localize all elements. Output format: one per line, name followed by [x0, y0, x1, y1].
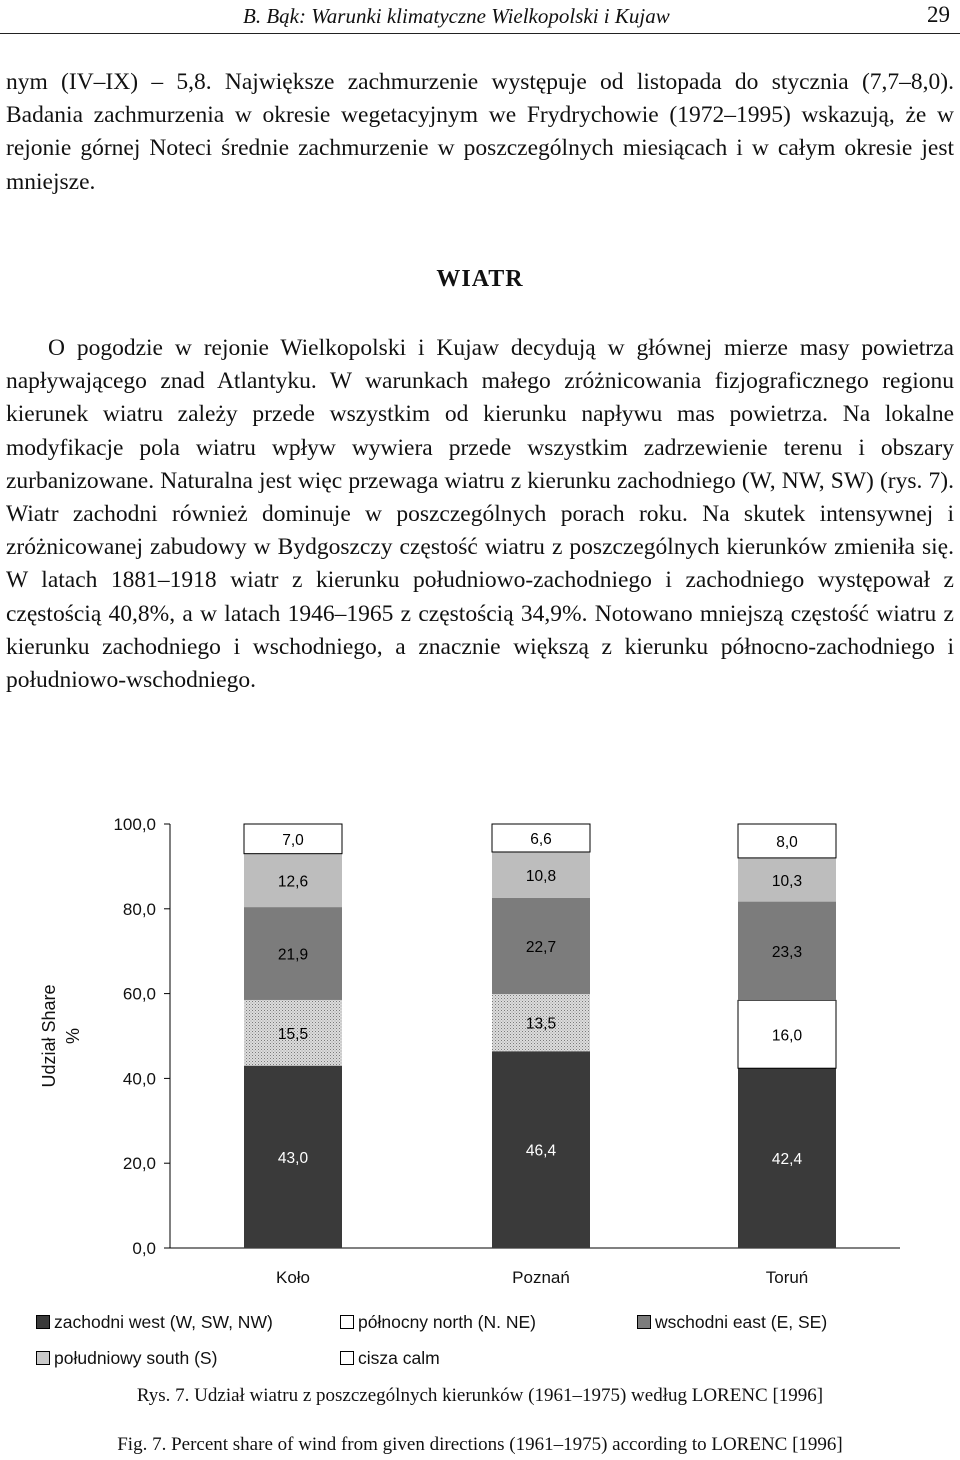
legend-swatch-south — [36, 1351, 50, 1365]
bar-value-label: 15,5 — [277, 1025, 309, 1043]
figure-caption-en: Fig. 7. Percent share of wind from given directions (1961–1975) according to LORENC [1996] — [117, 1434, 843, 1455]
legend-label-north: północny north (N. NE) — [358, 1312, 536, 1332]
bar-value-label: 16,0 — [771, 1027, 803, 1045]
bar-value-label: 46,4 — [525, 1142, 557, 1160]
legend-label-calm: cisza calm — [358, 1348, 440, 1368]
y-tick-label: 100,0 — [113, 815, 156, 834]
stacked-bar-chart — [0, 800, 960, 1300]
x-category-label: Toruń — [765, 1268, 809, 1287]
figure-caption-pl: Rys. 7. Udział wiatru z poszczególnych kierunków (1961–1975) według LORENC [1996] — [136, 1385, 824, 1406]
header-rule — [0, 33, 960, 34]
y-tick-label: 60,0 — [122, 984, 156, 1004]
bar-value-label: 21,9 — [277, 946, 309, 964]
y-axis-title — [39, 984, 83, 1087]
paragraph-wind: O pogodzie w rejonie Wielkopolski i Kujaw decydują w głównej mierze masy powietrza napływającego znad Atlantyku. W warunkach małego zróżnicowania fizjograficznego regionu kierunek wiatru zależy przede wszystkim od kierunku napływu mas powietrza. Na lokalne modyfikacje pola wiatru wpływ wywiera przede wszystkim zadrzewienie terenu i obszary zurbanizowane. Naturalna jest więc przewaga wiatru z kierunku zachodniego (W, NW, SW) (rys. 7). Wiatr zachodni również dominuje w poszczególnych porach roku. Na skutek intensywnej i zróżnicowanej zabudowy w Bydgoszczy częstość wiatru z poszczególnych kierunków zmieniła się. W latach 1881–1918 wiatr z kierunku południowo-zachodniego i zachodniego występował z częstością 40,8%, a w latach 1946–1965 z częstością 34,9%. Notowano mniejszą częstość wiatru z kierunku zachodniego i wschodniego, a znacznie większą z kierunku północno-zachodniego i południowo-wschodniego. — [6, 335, 954, 694]
paragraph-cloudiness: nym (IV–IX) – 5,8. Największe zachmurzenie występuje od listopada do stycznia (7,7–8,0). Badania zachmurzenia w okresie wegetacyjnym we Frydrychowie (1972–1995) wskazują, że w rejonie górnej Noteci średnie zachmurzenie w poszczególnych miesiącach i w całym okresie jest mniejsze. — [6, 69, 954, 195]
legend-item-calm — [340, 1348, 440, 1369]
bar-value-label: 10,8 — [525, 867, 557, 885]
chart-legend — [36, 1308, 936, 1374]
y-tick-label: 80,0 — [122, 899, 156, 919]
bar-value-label: 22,7 — [525, 938, 557, 956]
bar-value-label: 43,0 — [277, 1149, 309, 1167]
bars-group — [244, 824, 836, 1248]
bar-value-label: 10,3 — [771, 872, 803, 890]
legend-label-south: południowy south (S) — [54, 1348, 218, 1368]
bar-value-label: 8,0 — [776, 833, 798, 851]
x-category-label: Koło — [275, 1268, 311, 1287]
bar-value-label: 42,4 — [771, 1151, 803, 1169]
legend-swatch-north — [340, 1315, 354, 1329]
legend-label-west: zachodni west (W, SW, NW) — [54, 1312, 273, 1332]
y-axis-title-line1: Udział Share — [39, 984, 59, 1088]
legend-item-west — [36, 1312, 273, 1333]
y-tick-label: 0,0 — [132, 1239, 156, 1258]
y-axis-title-line2: % — [63, 1027, 83, 1045]
running-header — [0, 0, 960, 36]
legend-swatch-east — [637, 1315, 651, 1329]
bar-value-label: 6,6 — [530, 830, 552, 848]
bar-value-label: 13,5 — [525, 1015, 557, 1033]
bar-value-label: 7,0 — [282, 831, 304, 849]
legend-item-east — [637, 1312, 827, 1333]
section-title-wiatr: WIATR — [436, 266, 524, 292]
page-number: 29 — [927, 2, 950, 27]
bar-value-label: 12,6 — [277, 873, 309, 891]
legend-swatch-west — [36, 1315, 50, 1329]
legend-item-south — [36, 1348, 217, 1369]
legend-swatch-calm — [340, 1351, 354, 1365]
legend-label-east: wschodni east (E, SE) — [655, 1312, 828, 1332]
x-category-label: Poznań — [512, 1268, 570, 1287]
y-tick-label: 40,0 — [122, 1069, 156, 1089]
running-header-title: B. Bąk: Warunki klimatyczne Wielkopolski i Kujaw — [243, 4, 670, 28]
bar-value-label: 23,3 — [771, 943, 803, 961]
y-tick-label: 20,0 — [122, 1154, 156, 1174]
legend-item-north — [340, 1312, 536, 1333]
x-axis-labels — [276, 1268, 808, 1287]
